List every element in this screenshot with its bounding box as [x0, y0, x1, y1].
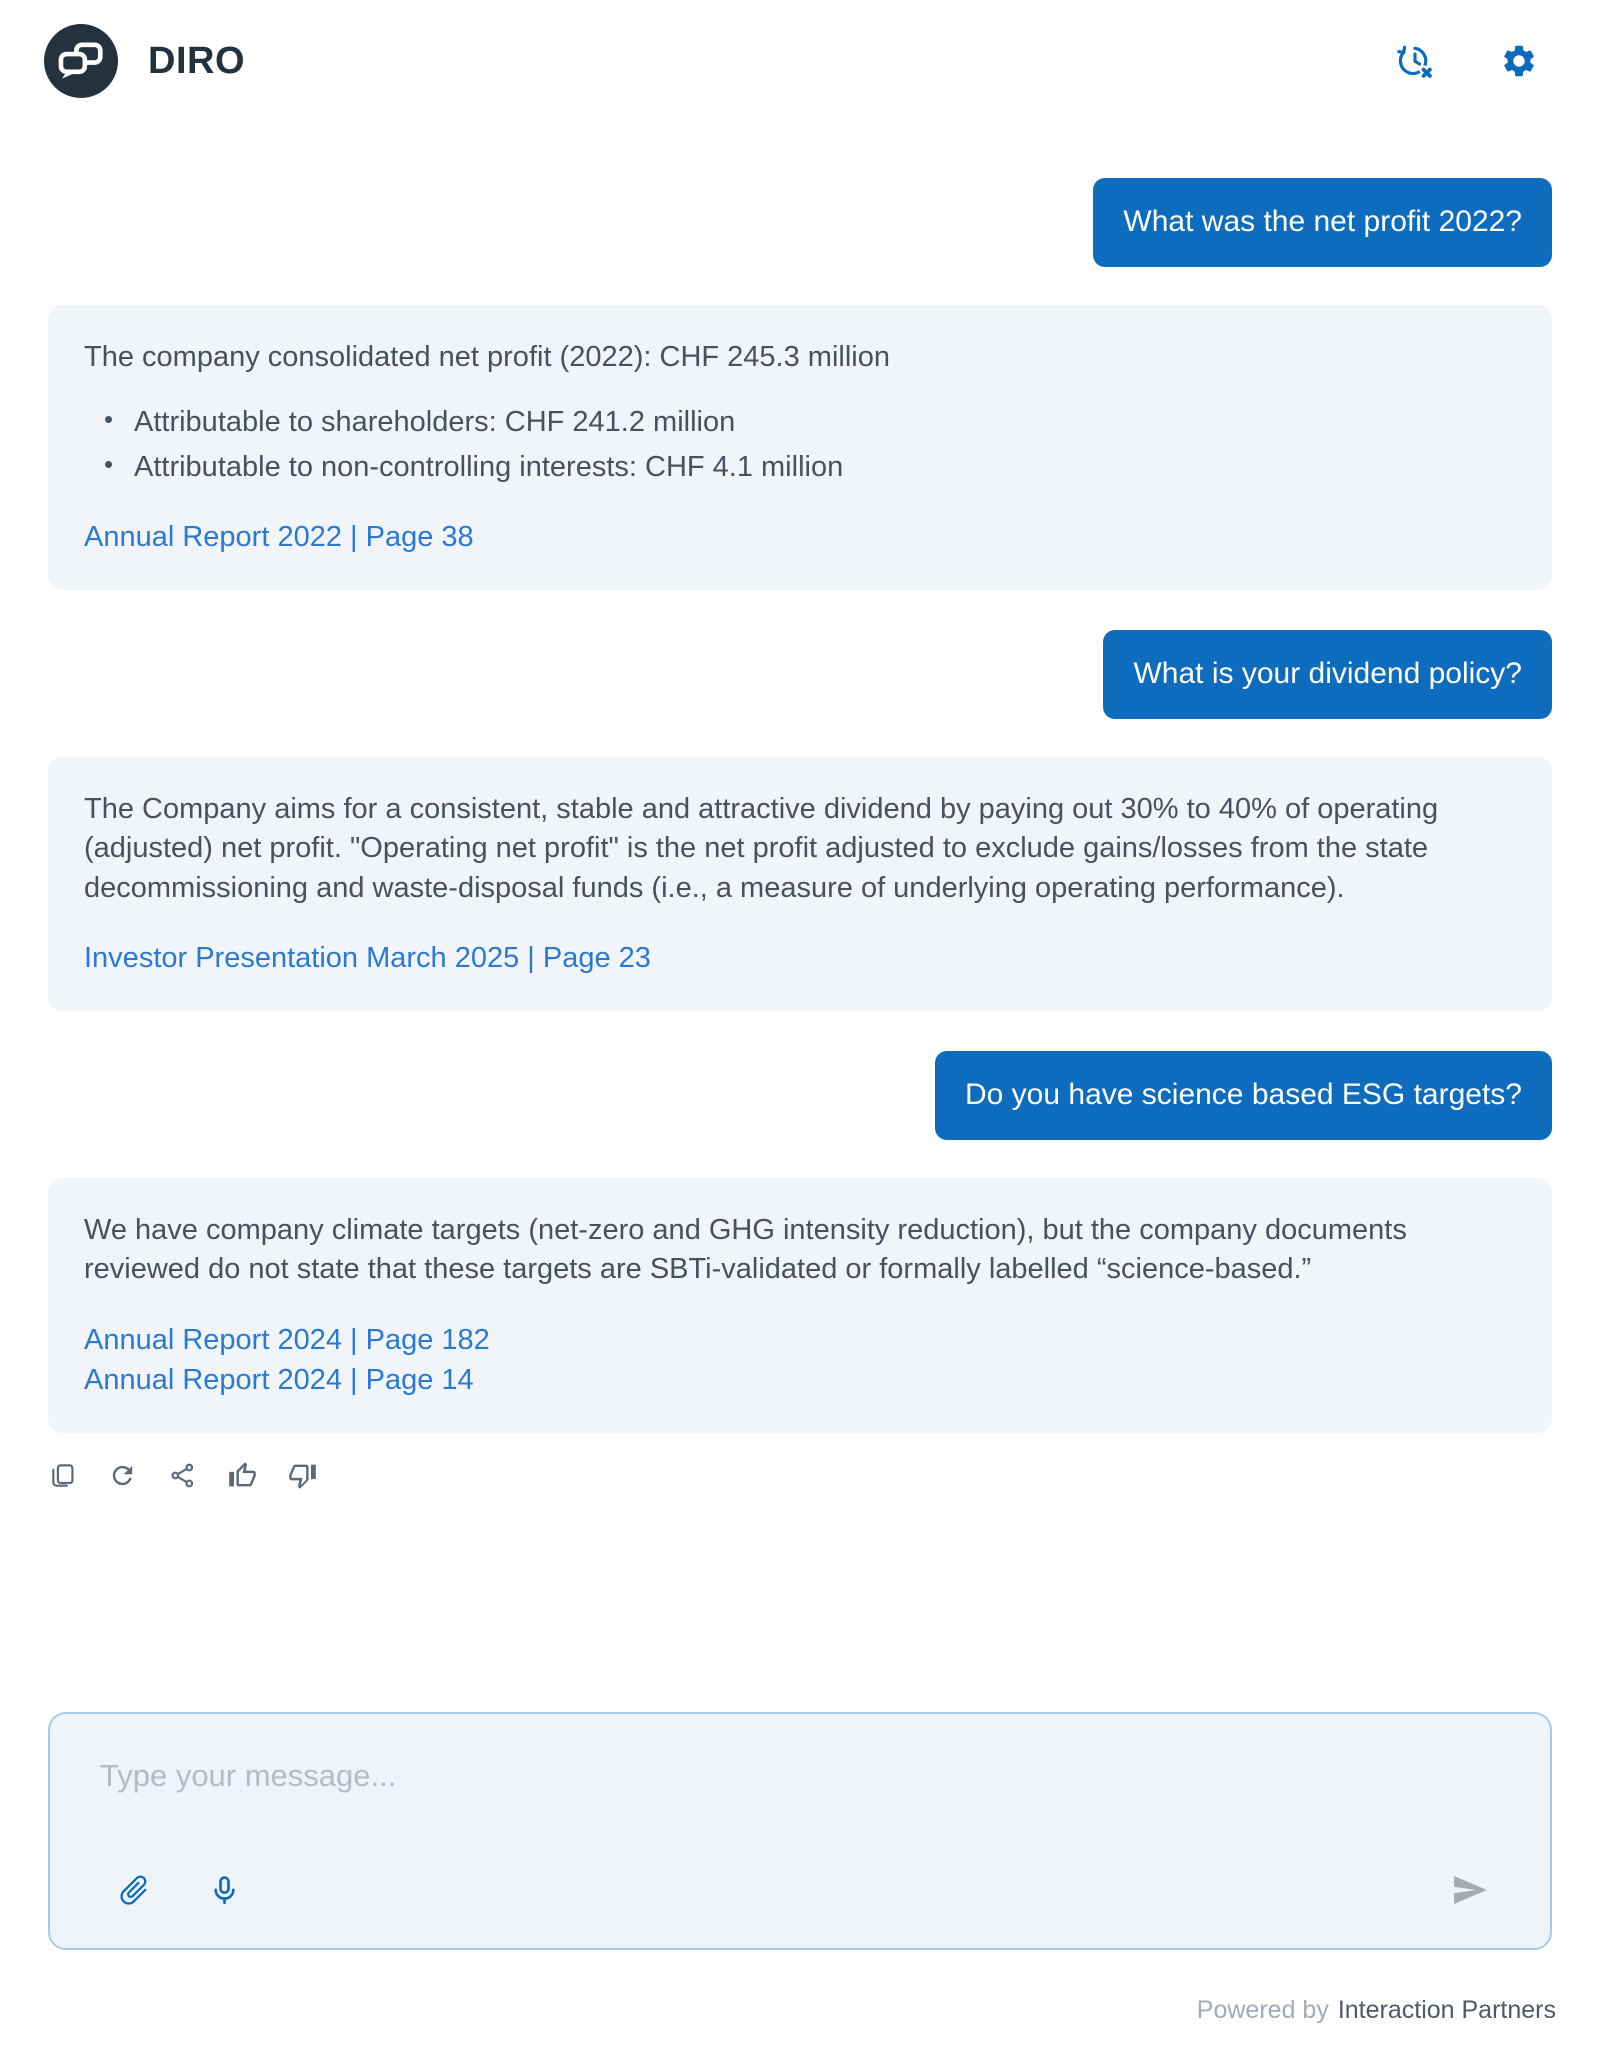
assistant-message-3 [48, 1178, 1552, 1433]
share-button[interactable] [168, 1461, 197, 1490]
user-message-1 [1093, 178, 1552, 267]
microphone-icon [208, 1895, 241, 1910]
thumbs-up-button[interactable] [228, 1461, 257, 1490]
bullet-item: • Attributable to non-controlling interests: CHF 4.1 million [98, 448, 1516, 487]
source-links [84, 517, 1516, 557]
settings-button[interactable] [1500, 42, 1538, 80]
user-message-2 [1103, 630, 1552, 719]
brand-name: DIRO [148, 39, 245, 82]
paperclip-icon [116, 1896, 152, 1911]
send-icon [1450, 1898, 1490, 1913]
assistant-text: We have company climate targets (net-zero and GHG intensity reduction), but the company documents reviewed do not state that these targets are SBTi-validated or formally labelled “science-based.” [84, 1214, 1407, 1286]
powered-by-label: Powered by [1196, 1996, 1329, 2024]
microphone-button[interactable] [208, 1874, 241, 1907]
user-message-text: What was the net profit 2022? [1123, 205, 1522, 238]
settings-gear-icon [1500, 68, 1538, 83]
source-link[interactable]: Annual Report 2022 | Page 38 [84, 521, 474, 554]
diro-logo-icon [44, 24, 118, 98]
thumbs-down-icon [288, 1478, 317, 1493]
copy-button[interactable] [48, 1461, 77, 1490]
user-message-3 [935, 1051, 1552, 1140]
message-actions [0, 1461, 1600, 1490]
bullet-item: • Attributable to shareholders: CHF 241.2 million [98, 403, 1516, 442]
assistant-message-2 [48, 757, 1552, 1011]
share-icon [168, 1478, 197, 1493]
chat-thread [0, 178, 1600, 1433]
thumbs-up-icon [228, 1478, 257, 1493]
user-message-text: Do you have science based ESG targets? [965, 1078, 1522, 1112]
assistant-text: The company consolidated net profit (2022): CHF 245.3 million [84, 340, 890, 373]
brand [44, 24, 245, 98]
send-button[interactable] [1450, 1870, 1490, 1910]
assistant-text: The Company aims for a consistent, stable and attractive dividend by paying out 30% to 40% of operating (adjusted) net profit. "Operating net profit" is the net profit adjusted to exclude gains/losses from the state decommissioning and waste-disposal funds (i.e., a measure of underlying operating performance). [84, 792, 1439, 904]
composer-tools [100, 1872, 241, 1908]
regenerate-icon [108, 1478, 137, 1493]
clear-history-button[interactable] [1396, 42, 1434, 80]
attach-file-button[interactable] [116, 1872, 152, 1908]
source-link[interactable]: Annual Report 2024 | Page 182 [84, 1323, 490, 1356]
source-links [84, 938, 1516, 978]
source-link[interactable]: Annual Report 2024 | Page 14 [84, 1363, 474, 1396]
clear-history-icon [1396, 68, 1434, 83]
assistant-bullet-list [84, 403, 1516, 487]
footer-brand: Interaction Partners [1337, 1996, 1556, 2024]
composer [48, 1712, 1552, 1950]
composer-toolbar [100, 1870, 1504, 1910]
copy-icon [48, 1478, 77, 1493]
message-input[interactable] [100, 1758, 1083, 1794]
source-link[interactable]: Investor Presentation March 2025 | Page 23 [84, 942, 651, 975]
assistant-message-1 [48, 305, 1552, 590]
header-actions [1396, 42, 1538, 80]
thumbs-down-button[interactable] [288, 1461, 317, 1490]
app-header [0, 0, 1600, 98]
source-links [84, 1320, 1516, 1400]
user-message-text: What is your dividend policy? [1133, 657, 1522, 691]
regenerate-button[interactable] [108, 1461, 137, 1490]
footer [1197, 1996, 1556, 2025]
